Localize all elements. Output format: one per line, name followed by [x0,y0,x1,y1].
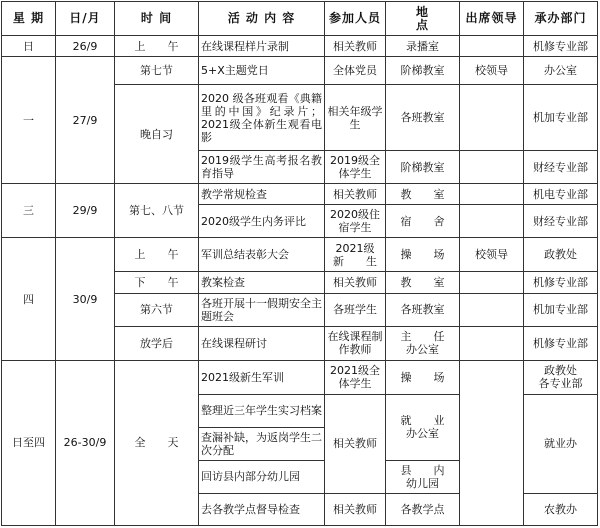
dept-cell: 政教处 [524,238,598,272]
table-row [2,36,598,57]
leader-cell [460,205,524,238]
day-cell: 三 [2,184,56,238]
leader-cell: 校领导 [460,238,524,272]
activity-cell: 各班开展十一假期安全主题班会 [199,293,325,326]
participants-cell: 2021级全体学生 [325,360,386,394]
participants-cell: 2021级 新 生 [325,238,386,272]
activity-cell: 去各教学点督导检查 [199,493,325,525]
dept-cell: 财经专业部 [524,151,598,184]
table-row [2,57,598,85]
participants-cell: 相关教师 [325,394,386,493]
dept-cell: 机加专业部 [524,293,598,326]
activity-cell: 回访县内部分幼儿园 [199,460,325,493]
participants-cell: 相关教师 [325,272,386,293]
dept-cell: 农教办 [524,493,598,525]
participants-cell: 各班学生 [325,293,386,326]
time-cell: 第七节 [115,57,199,85]
leader-cell [460,184,524,205]
location-cell: 县 内 幼儿园 [386,460,460,493]
date-cell: 27/9 [56,57,115,184]
activity-cell: 在线课程样片录制 [199,36,325,57]
table-row [2,238,598,272]
activity-cell: 教学常规检查 [199,184,325,205]
time-cell: 晚自习 [115,85,199,184]
activity-cell: 2020 级各班观看《典籍里的中国》纪录片；2021级全体新生观看电影 [199,85,325,151]
dept-cell: 机电专业部 [524,184,598,205]
location-cell: 宿 舍 [386,205,460,238]
location-cell: 教 室 [386,272,460,293]
dept-cell: 就业办 [524,394,598,493]
activity-cell: 查漏补缺，为返岗学生二次分配 [199,427,325,460]
day-cell: 一 [2,57,56,184]
location-cell: 阶梯教室 [386,151,460,184]
participants-cell: 全体党员 [325,57,386,85]
location-cell: 各班教室 [386,293,460,326]
date-cell: 29/9 [56,184,115,238]
dept-cell: 机修专业部 [524,272,598,293]
day-cell: 日 [2,36,56,57]
location-cell: 各班教室 [386,85,460,151]
time-cell: 上 午 [115,36,199,57]
participants-cell: 相关年级学生 [325,85,386,151]
table-row [2,184,598,205]
header-participants: 参加人员 [325,2,386,36]
participants-cell: 2019级全体学生 [325,151,386,184]
table-row [2,360,598,394]
header-date: 日/月 [56,2,115,36]
location-cell: 各教学点 [386,493,460,525]
participants-cell: 相关教师 [325,36,386,57]
header-day: 星 期 [2,2,56,36]
time-cell: 上 午 [115,238,199,272]
day-cell: 日至四 [2,360,56,525]
time-cell: 放学后 [115,326,199,360]
participants-cell: 相关教师 [325,493,386,525]
header-location: 地 点 [386,2,460,36]
leader-cell [460,272,524,293]
activity-cell: 教案检查 [199,272,325,293]
leader-cell [460,151,524,184]
location-cell: 操 场 [386,238,460,272]
location-cell: 操 场 [386,360,460,394]
activity-cell: 2019级学生高考报名教育指导 [199,151,325,184]
activity-cell: 2020级学生内务评比 [199,205,325,238]
date-cell: 26/9 [56,36,115,57]
leader-cell [460,326,524,360]
day-cell: 四 [2,238,56,360]
participants-cell: 在线课程制作教师 [325,326,386,360]
dept-cell: 机修专业部 [524,326,598,360]
location-cell: 主 任 办公室 [386,326,460,360]
time-cell: 全 天 [115,360,199,525]
leader-cell [460,360,524,525]
participants-cell: 2020级住宿学生 [325,205,386,238]
time-cell: 第七、八节 [115,184,199,238]
schedule-table [1,1,598,526]
leader-cell [460,293,524,326]
location-cell: 录播室 [386,36,460,57]
dept-cell: 政教处 各专业部 [524,360,598,394]
activity-cell: 整理近三年学生实习档案 [199,394,325,427]
dept-cell: 机加专业部 [524,85,598,151]
time-cell: 下 午 [115,272,199,293]
header-leader: 出席领导 [460,2,524,36]
activity-cell: 2021级新生军训 [199,360,325,394]
header-activity: 活 动 内 容 [199,2,325,36]
leader-cell [460,85,524,151]
dept-cell: 办公室 [524,57,598,85]
dept-cell: 机修专业部 [524,36,598,57]
leader-cell [460,36,524,57]
location-cell: 教 室 [386,184,460,205]
leader-cell: 校领导 [460,57,524,85]
header-row [2,2,598,36]
date-cell: 26-30/9 [56,360,115,525]
date-cell: 30/9 [56,238,115,360]
activity-cell: 在线课程研讨 [199,326,325,360]
location-cell: 就 业 办公室 [386,394,460,460]
participants-cell: 相关教师 [325,184,386,205]
activity-cell: 5+X主题党日 [199,57,325,85]
header-dept: 承办部门 [524,2,598,36]
dept-cell: 财经专业部 [524,205,598,238]
activity-cell: 军训总结表彰大会 [199,238,325,272]
location-cell: 阶梯教室 [386,57,460,85]
time-cell: 第六节 [115,293,199,326]
header-time: 时 间 [115,2,199,36]
